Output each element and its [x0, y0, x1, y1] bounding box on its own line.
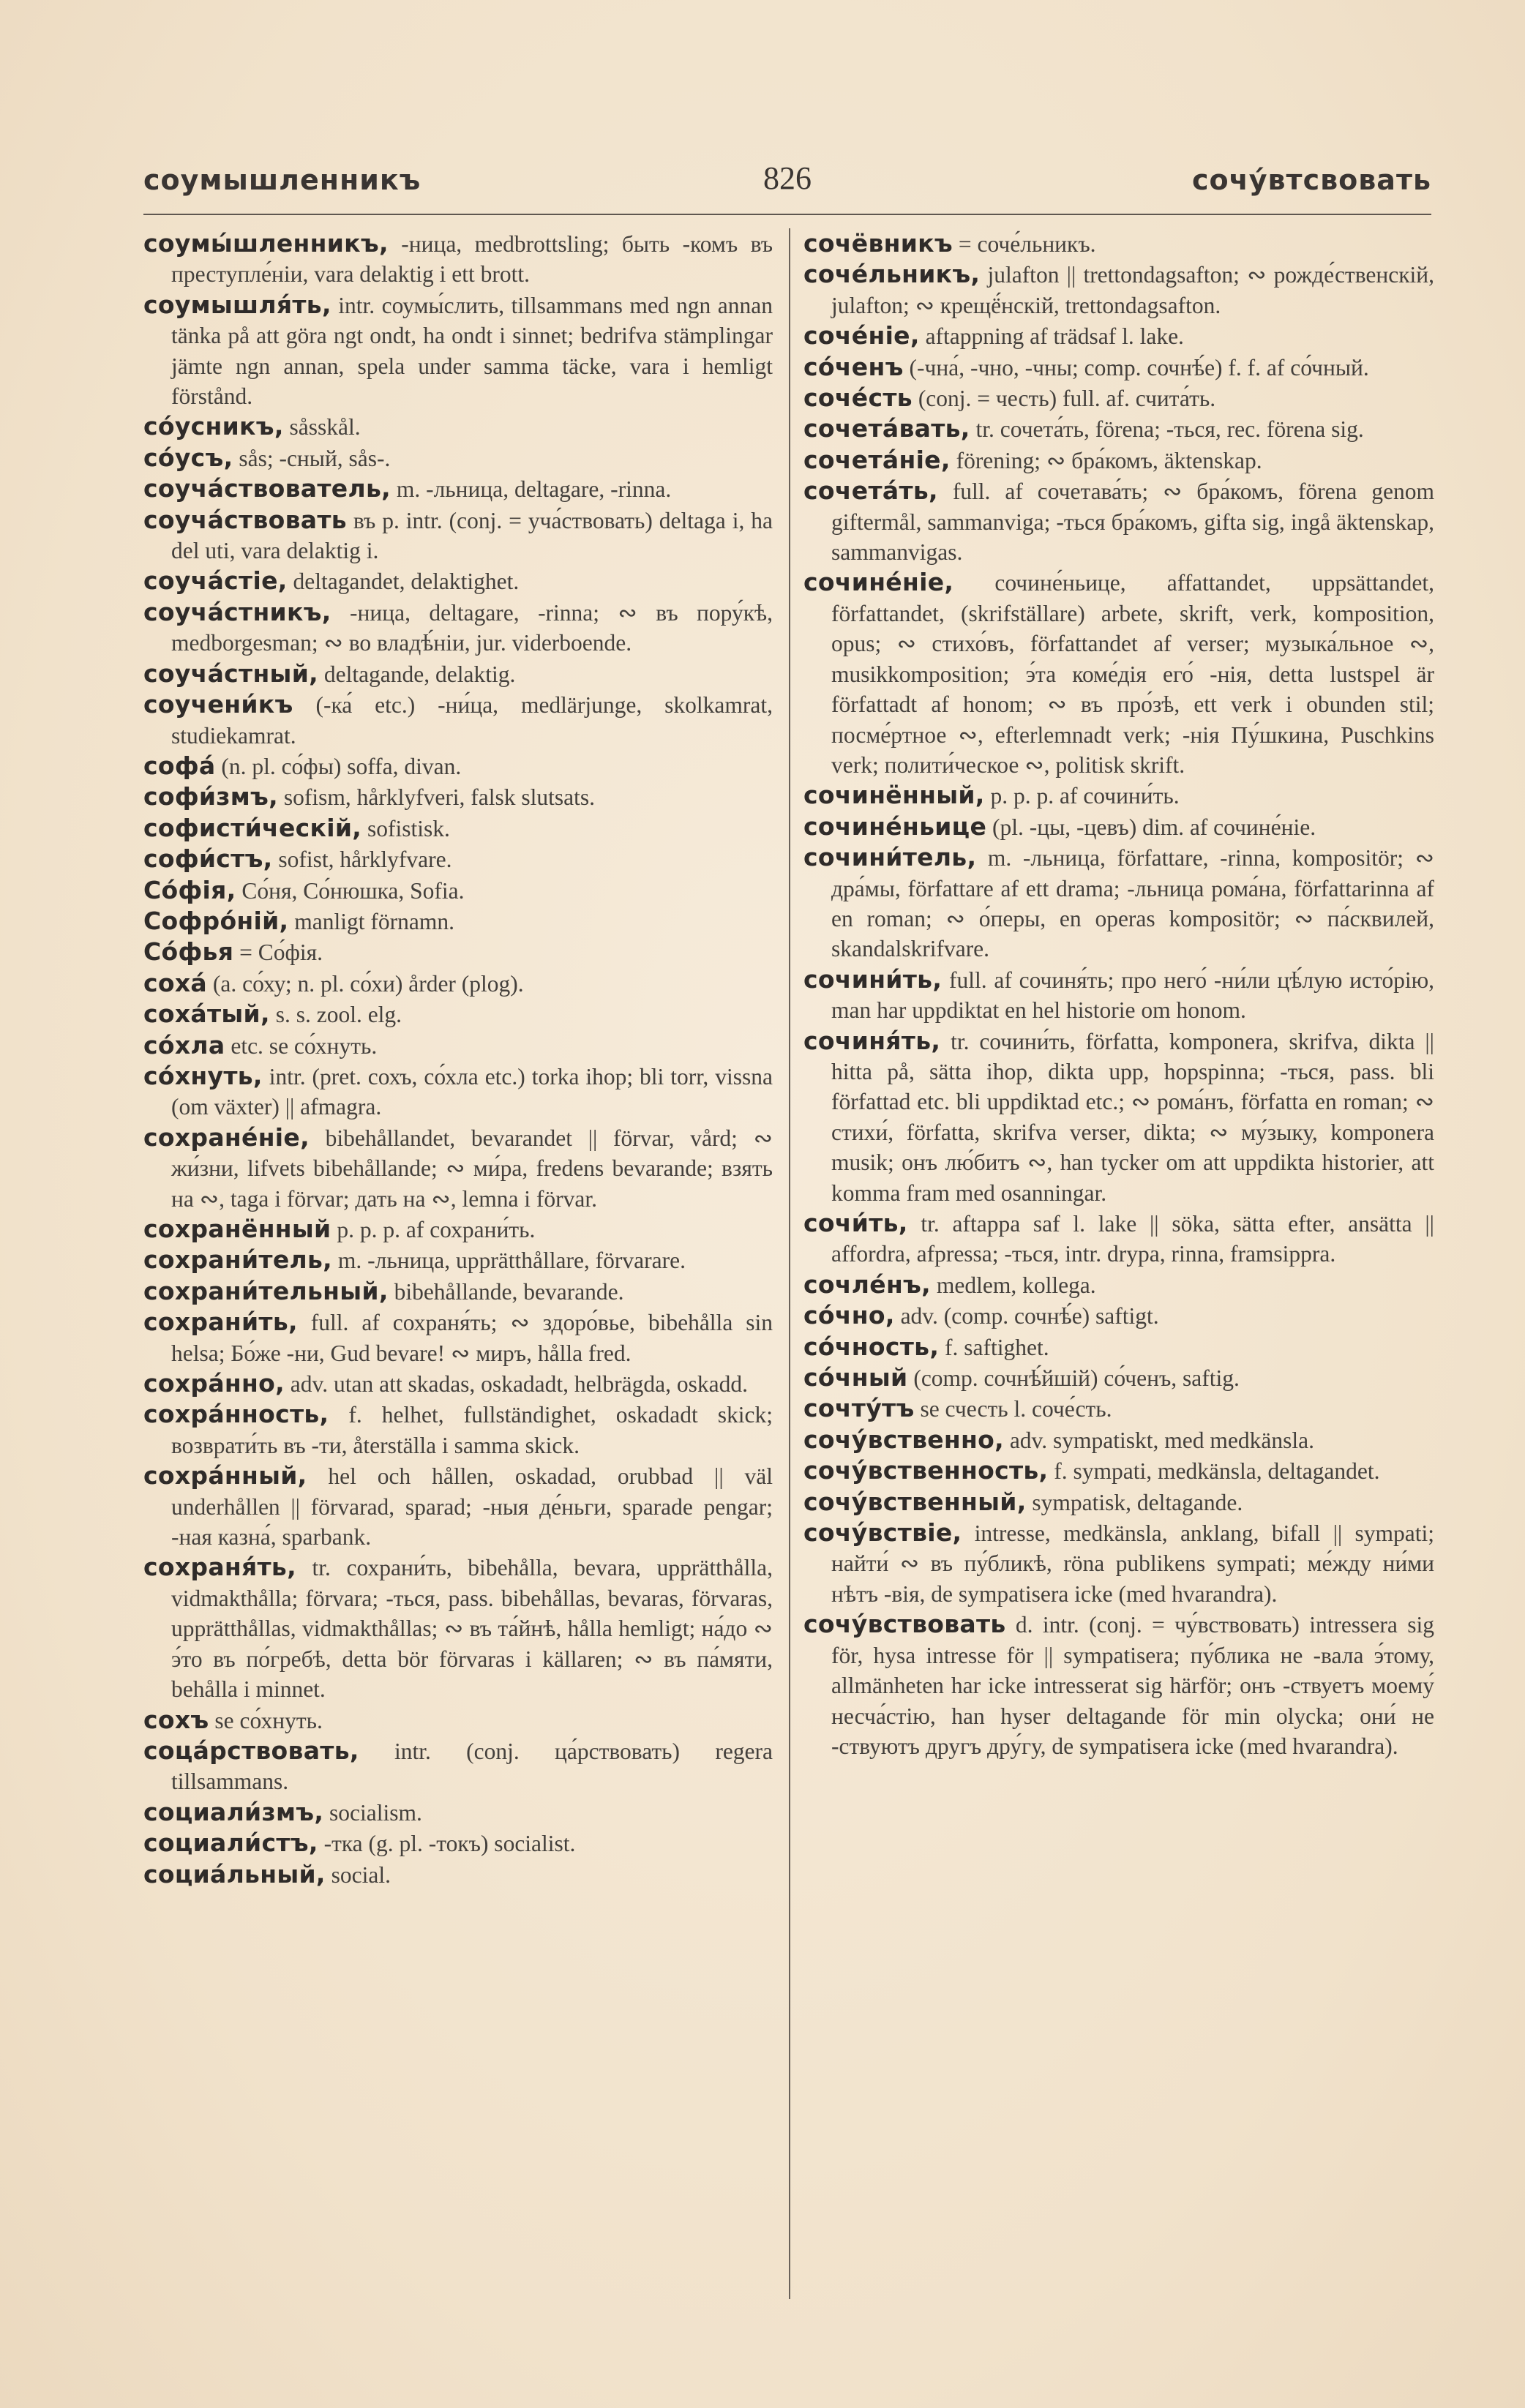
dictionary-entry — [803, 1362, 1434, 1393]
dictionary-entry — [143, 781, 773, 812]
dictionary-entry — [143, 659, 773, 689]
entry-headword: сочиня́ть, — [803, 1026, 941, 1055]
entry-headword: соумышля́ть, — [143, 290, 331, 319]
entry-definition: deltagandet, delaktighet. — [287, 569, 520, 595]
entry-headword: со́усникъ, — [143, 412, 284, 441]
entry-definition: сочине́ньице, affattandet, uppsättandet, författandet, (skrifställare) arbete, skrift, verk, komposition, opus; ∾ стихо́въ, författandet af verser; музыка́льное ∾, musikkomposition; э́та коме́дiя его́ -нiя, detta lustspel är författadt af honom; ∾ въ про́зѣ, ett verk i obunden stil; посме́ртное ∾, efterlemnadt verk; -нiя Пу́шкина, Puschkins verk; полити́ческое ∾, politisk skrift. — [831, 570, 1434, 778]
entry-definition: f. sympati, medkänsla, deltagandet. — [1048, 1458, 1380, 1485]
right-column — [803, 228, 1434, 1761]
dictionary-entry — [803, 1455, 1434, 1486]
dictionary-entry — [803, 1425, 1434, 1455]
entry-headword: сочета́нiе, — [803, 445, 951, 474]
entry-definition: въ p. intr. (conj. = уча́ствовать) deltaga i, ha del uti, vara delaktig i. — [171, 507, 773, 564]
dictionary-entry — [143, 443, 773, 473]
entry-headword: соуча́ствователь, — [143, 474, 391, 503]
dictionary-entry — [143, 1859, 773, 1890]
header-right-guideword: сочу́втсвовать — [1192, 164, 1431, 196]
entry-headword: сохъ — [143, 1705, 209, 1734]
entry-definition: se счесть l. соче́сть. — [914, 1396, 1112, 1422]
entry-headword: соуча́ствовать — [143, 505, 347, 534]
dictionary-entry — [143, 1552, 773, 1704]
entry-definition: Со́ня, Со́нюшка, Sofia. — [236, 877, 465, 904]
entry-headword: соче́льникъ, — [803, 260, 981, 289]
dictionary-entry — [143, 597, 773, 659]
entry-headword: сочине́нiе, — [803, 568, 954, 597]
dictionary-entry — [143, 751, 773, 781]
dictionary-entry — [803, 1518, 1434, 1609]
entry-headword: социали́змъ, — [143, 1797, 324, 1826]
entry-definition: (-ка́ etc.) -ни́ца, medlärjunge, skolkamrat, studiekamrat. — [171, 692, 773, 749]
dictionary-entry — [143, 1705, 773, 1736]
entry-definition: deltagande, delaktig. — [318, 661, 516, 687]
entry-headword: со́усъ, — [143, 443, 233, 472]
page-number: 826 — [763, 160, 812, 196]
entry-headword: соуча́стiе, — [143, 566, 288, 596]
entry-definition: julafton || trettondagsafton; ∾ рожде́ственскiй, julafton; ∾ крещё́нскiй, trettondagsafton. — [831, 262, 1434, 318]
left-column — [143, 228, 773, 1890]
entry-headword: соха́тый, — [143, 999, 270, 1029]
entry-headword: сочле́нъ, — [803, 1269, 931, 1299]
dictionary-entry — [143, 844, 773, 874]
entry-definition: -ница, deltagare, -rinna; ∾ въ пору́кѣ, medborgesman; ∾ во владѣ́нiи, jur. viderboende. — [171, 599, 773, 656]
entry-definition: m. -льница, författare, -rinna, kompositör; ∾ дра́мы, författare af ett drama; -льница рома́на, författarinna af en roman; ∾ о́перы, en operas kompositör; ∾ па́сквилей, skandalskrifvare. — [831, 845, 1434, 962]
entry-headword: со́чность, — [803, 1332, 940, 1361]
entry-headword: сохрани́ть, — [143, 1308, 298, 1337]
entry-definition: (comp. сочнѣ́йшiй) со́ченъ, saftig. — [907, 1365, 1240, 1392]
entry-headword: сочини́тель, — [803, 843, 977, 872]
entry-headword: Со́фiя, — [143, 875, 236, 904]
entry-definition: p. p. p. af сочини́ть. — [984, 783, 1180, 809]
entry-definition: social. — [325, 1861, 391, 1888]
entry-headword: соха́ — [143, 968, 207, 997]
dictionary-entry — [143, 968, 773, 999]
entry-definition: adv. (comp. сочнѣ́е) saftigt. — [894, 1303, 1159, 1329]
entry-headword: сочу́вствiе, — [803, 1518, 962, 1548]
entry-definition: aftappning af trädsaf l. lake. — [919, 323, 1184, 350]
dictionary-entry — [143, 411, 773, 442]
dictionary-entry — [803, 964, 1434, 1026]
entry-definition: = Со́фiя. — [233, 939, 323, 966]
entry-definition: intr. (pret. сохъ, со́хла etc.) torka ihop; bli torr, vissna (om växter) || afmagra. — [171, 1063, 773, 1120]
dictionary-entry — [143, 937, 773, 967]
entry-definition: p. p. p. af сохрани́ть. — [331, 1217, 536, 1242]
entry-definition: socialism. — [323, 1799, 422, 1826]
dictionary-entry — [143, 1030, 773, 1061]
dictionary-entry — [143, 1061, 773, 1122]
dictionary-entry — [803, 1332, 1434, 1362]
entry-headword: сохрани́тельный, — [143, 1276, 389, 1305]
entry-definition: se со́хнуть. — [209, 1707, 323, 1733]
entry-headword: сохрани́тель, — [143, 1245, 333, 1275]
entry-headword: сочета́ть, — [803, 476, 938, 506]
dictionary-entry — [143, 1828, 773, 1858]
entry-definition: m. -льница, upprätthållare, förvarare. — [332, 1248, 686, 1274]
entry-definition: (conj. = честь) full. af. счита́ть. — [912, 386, 1216, 412]
entry-definition: -тка (g. pl. -токъ) socialist. — [318, 1831, 576, 1857]
dictionary-entry — [143, 813, 773, 844]
entry-headword: сохра́нность, — [143, 1400, 329, 1429]
entry-definition: sofistisk. — [361, 815, 450, 841]
entry-definition: tr. сочета́ть, förena; -ться, rec. förena sig. — [970, 416, 1364, 443]
entry-headword: со́хла — [143, 1030, 225, 1059]
dictionary-entry — [143, 689, 773, 751]
entry-definition: intr. (conj. ца́рствовать) regera tillsammans. — [171, 1738, 773, 1795]
entry-definition: tr. aftappa saf l. lake || söka, sätta efter, ansätta || affordra, afpressa; -ться, intr. drypa, rinna, framsippra. — [831, 1211, 1434, 1267]
dictionary-entry — [143, 566, 773, 596]
entry-headword: со́чный — [803, 1363, 908, 1392]
entry-headword: сочине́ньице — [803, 811, 987, 841]
entry-headword: соче́сть — [803, 383, 913, 413]
dictionary-entry — [803, 476, 1434, 567]
dictionary-entry — [803, 352, 1434, 383]
dictionary-entry — [803, 1026, 1434, 1208]
entry-definition: f. saftighet. — [939, 1334, 1049, 1360]
entry-headword: сохраня́ть, — [143, 1553, 296, 1582]
entry-definition: adv. utan att skadas, oskadadt, helbrägda, oskadd. — [284, 1371, 748, 1398]
entry-definition: sofism, hårklyfveri, falsk slutsats. — [277, 784, 596, 811]
entry-headword: сочу́вственный, — [803, 1487, 1027, 1516]
dictionary-entry — [143, 875, 773, 906]
entry-headword: со́ченъ — [803, 352, 904, 381]
entry-headword: сочу́вственно, — [803, 1425, 1004, 1454]
entry-headword: сочёвникъ — [803, 229, 953, 258]
entry-definition: bibehållande, bevarande. — [388, 1278, 624, 1305]
header-left-guideword: соумышленникъ — [143, 164, 421, 196]
dictionary-entry — [803, 811, 1434, 842]
running-header — [143, 155, 1431, 206]
dictionary-entry — [803, 1269, 1434, 1300]
entry-headword: сочини́ть, — [803, 964, 943, 994]
entry-headword: сочинённый, — [803, 781, 985, 810]
entry-definition: intr. соумы́слить, tillsammans med ngn annan tänka på att göra ngt ondt, ha ondt i sinnet; bedrifva stämplingar jämte ngn annan, spela under samma täcke, vara i hemligt förstånd. — [171, 292, 773, 410]
dictionary-entry — [803, 413, 1434, 444]
entry-headword: софисти́ческiй, — [143, 813, 362, 842]
entry-definition: sympatisk, deltagande. — [1026, 1489, 1243, 1515]
entry-headword: сочу́вственность, — [803, 1456, 1049, 1485]
dictionary-entry — [143, 1122, 773, 1214]
entry-headword: сохра́нный, — [143, 1461, 307, 1490]
entry-definition: förening; ∾ бра́комъ, äktenskap. — [950, 447, 1262, 473]
dictionary-entry — [803, 259, 1434, 320]
entry-headword: социа́льный, — [143, 1859, 326, 1888]
dictionary-entry — [143, 290, 773, 412]
entry-definition: full. af сочиня́ть; про него́ -ни́ли цѣ́лую исто́рiю, man har uppdiktat en hel historie om honom. — [831, 967, 1434, 1024]
entry-definition: adv. sympatiskt, med medkänsla. — [1003, 1427, 1314, 1453]
entry-headword: соуча́стникъ, — [143, 597, 331, 626]
entry-headword: сочи́ть, — [803, 1209, 908, 1237]
dictionary-entry — [803, 383, 1434, 413]
entry-headword: сочту́тъ — [803, 1394, 915, 1423]
entry-headword: сохранённый — [143, 1215, 331, 1243]
entry-headword: со́чно, — [803, 1301, 895, 1330]
dictionary-entry — [803, 780, 1434, 811]
entry-headword: софа́ — [143, 751, 216, 780]
entry-headword: соумы́шленникъ, — [143, 229, 389, 258]
entry-headword: Со́фья — [143, 937, 234, 967]
dictionary-entry — [143, 1245, 773, 1275]
entry-definition: (pl. -цы, -цевъ) dim. af сочине́нiе. — [986, 814, 1316, 840]
entry-headword: сохра́нно, — [143, 1369, 285, 1398]
entry-definition: d. intr. (conj. = чу́вствовать) intressera sig för, hysa intresse för || sympatisera; пу́блика не -вала э́тому, allmänheten har icke intresserat sig härför; онъ -ствуетъ моему́ несча́стiю, han hyser deltagande för min olycka; они́ не -ствуютъ другъ дру́гу, de sympatisera icke (med hvarandra). — [831, 1612, 1434, 1759]
dictionary-entry — [803, 320, 1434, 351]
dictionary-entry — [803, 1300, 1434, 1331]
dictionary-entry — [143, 1214, 773, 1245]
dictionary-entry — [143, 1736, 773, 1797]
entry-definition: hel och hållen, oskadad, orubbad || väl underhållen || förvarad, sparad; -ныя де́ньги, sparade pengar; -ная казна́, sparbank. — [171, 1463, 773, 1550]
entry-definition: bibehållandet, bevarandet || förvar, vård; ∾ жи́зни, lifvets bibehållande; ∾ ми́ра, fredens bevarande; взять на ∾, taga i förvar; дать на ∾, lemna i förvar. — [171, 1125, 773, 1212]
entry-definition: = соче́льникъ. — [952, 231, 1096, 257]
entry-definition: f. helhet, fullständighet, oskadadt skick; возврати́ть въ -ти, återställa i samma skick. — [171, 1402, 773, 1458]
entry-headword: Софро́нiй, — [143, 906, 289, 935]
entry-definition: manligt förnamn. — [288, 908, 454, 934]
dictionary-entry — [803, 1609, 1434, 1761]
entry-definition: tr. сочини́ть, författa, komponera, skrifva, dikta || hitta på, sätta ihop, dikta upp, hopspinna; -ться, pass. bli författad etc. bli uppdiktad etc.; ∾ рома́нъ, författa en roman; ∾ стихи́, författa, skrifva verser, dikta; ∾ му́зыку, komponera musik; онъ лю́битъ ∾, han tycker om att uppdikta historier, att komma fram med osanningar. — [831, 1028, 1434, 1206]
entry-definition: (a. со́ху; n. pl. со́хи) årder (plog). — [207, 970, 524, 997]
entry-definition: (n. pl. со́фы) soffa, divan. — [215, 753, 462, 779]
dictionary-entry — [143, 1368, 773, 1399]
dictionary-entry — [803, 1487, 1434, 1518]
entry-definition: s. s. zool. elg. — [269, 1002, 402, 1028]
entry-headword: сохране́нiе, — [143, 1122, 310, 1152]
entry-definition: intresse, medkänsla, anklang, bifall || sympati; найти́ ∾ въ пу́бликѣ, röna publikens sympati; ме́жду ни́ми нѣтъ -вiя, de sympatisera icke (med hvarandra). — [831, 1520, 1434, 1607]
entry-definition: full. af сочетава́ть; ∾ бра́комъ, förena genom giftermål, sammanviga; -ться бра́комъ, gifta sig, ingå äktenskap, sammanvigas. — [831, 479, 1434, 566]
entry-headword: соца́рствовать, — [143, 1736, 359, 1765]
dictionary-entry — [143, 1460, 773, 1552]
dictionary-entry — [143, 505, 773, 566]
dictionary-entry — [803, 1208, 1434, 1269]
dictionary-entry — [143, 228, 773, 290]
entry-headword: сочета́вать, — [803, 414, 970, 443]
dictionary-entry — [803, 842, 1434, 964]
dictionary-entry — [143, 999, 773, 1029]
entry-definition: etc. se со́хнуть. — [225, 1032, 378, 1059]
header-rule — [143, 214, 1431, 215]
entry-headword: социали́стъ, — [143, 1828, 318, 1858]
dictionary-entry — [143, 1797, 773, 1828]
entry-headword: сочу́вствовать — [803, 1610, 1006, 1639]
entry-definition: sås; -сный, sås-. — [233, 445, 391, 471]
dictionary-entry — [143, 1307, 773, 1368]
entry-definition: sofist, hårklyfvare. — [272, 847, 452, 873]
entry-definition: -ница, medbrottsling; быть -комъ въ преступле́нiи, vara delaktig i ett brott. — [171, 231, 773, 288]
dictionary-entry — [803, 567, 1434, 780]
entry-definition: (-чна́, -чно, -чны; comp. сочнѣ́е) f. f. af со́чный. — [903, 354, 1369, 380]
dictionary-entry — [143, 473, 773, 504]
entry-headword: софи́стъ, — [143, 844, 273, 874]
dictionary-entry — [143, 1276, 773, 1307]
dictionary-entry — [143, 906, 773, 937]
entry-headword: соче́нiе, — [803, 321, 920, 350]
entry-definition: tr. сохрани́ть, bibehålla, bevara, upprätthålla, vidmakthålla; förvara; -ться, pass. bibehållas, bevaras, förvaras, upprätthållas, vidmakthållas; ∾ въ та́йнѣ, hålla hemligt; на́до ∾ э́то въ по́гребѣ, detta bör förvaras i källaren; ∾ въ па́мяти, behålla i minnet. — [171, 1555, 773, 1703]
dictionary-entry — [143, 1399, 773, 1460]
dictionary-entry — [803, 228, 1434, 259]
entry-headword: соучени́къ — [143, 690, 293, 719]
entry-definition: såsskål. — [283, 414, 361, 440]
entry-definition: full. af сохраня́ть; ∾ здоро́вье, bibehålla sin helsa; Бо́же -ни, Gud bevare! ∾ миръ, hålla fred. — [171, 1310, 773, 1366]
entry-headword: соуча́стный, — [143, 659, 318, 688]
entry-definition: m. -льница, deltagare, -rinna. — [390, 476, 672, 503]
dictionary-entry — [803, 1393, 1434, 1424]
dictionary-entry — [803, 445, 1434, 476]
entry-headword: со́хнуть, — [143, 1061, 263, 1090]
column-divider — [789, 228, 790, 2299]
entry-headword: софи́змъ, — [143, 782, 278, 811]
entry-definition: medlem, kollega. — [930, 1272, 1096, 1298]
